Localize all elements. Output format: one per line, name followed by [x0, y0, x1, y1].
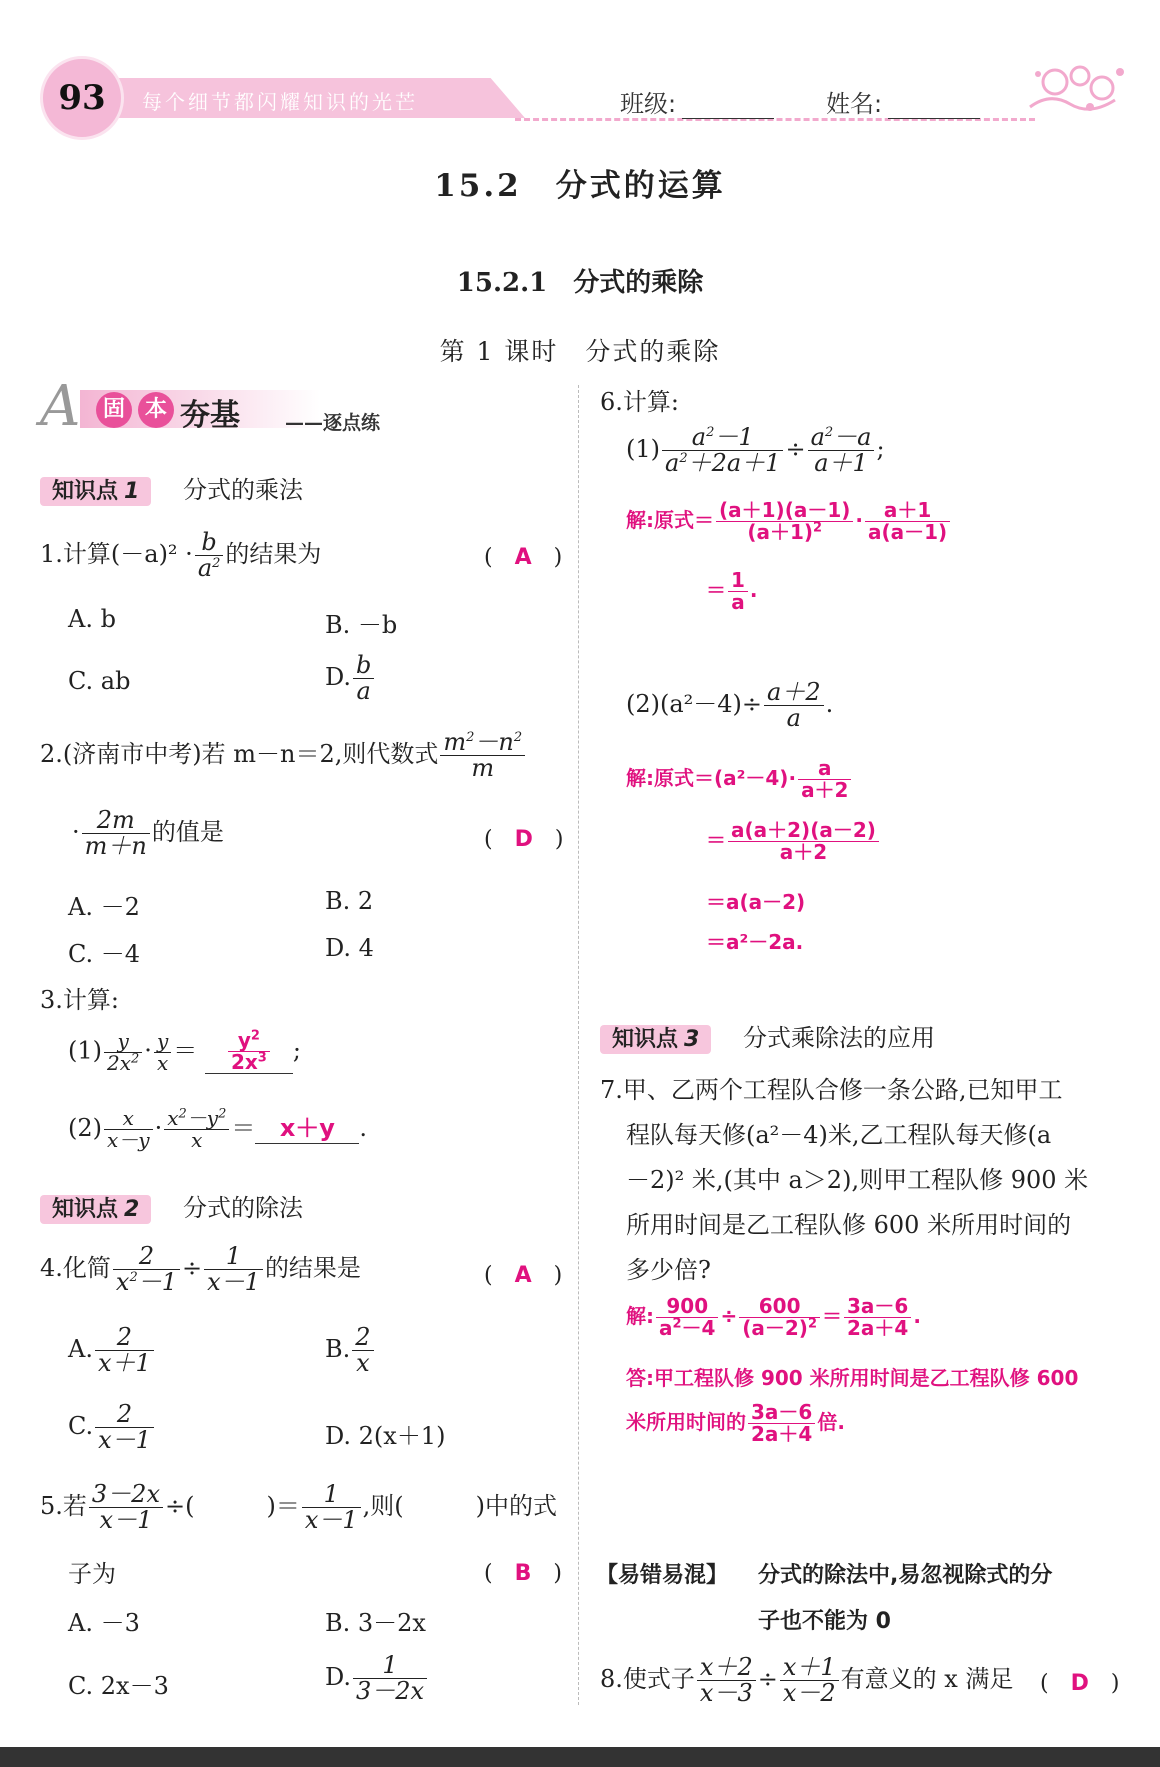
- q5-answer-bracket: ( B ): [484, 1561, 562, 1586]
- q7-solution: 解: $\frac{900}{a^2-4}$ ÷ $\frac{600}{(a-2)^2}$ ＝ $\frac{3a-6}{2a+4}$ .: [626, 1294, 921, 1340]
- question-2-line2: · $\frac{2m}{m+n}$ 的值是: [72, 806, 224, 861]
- q8-answer: D: [1070, 1671, 1089, 1696]
- section-a-rest: 夯基: [180, 398, 240, 433]
- class-field: [620, 84, 774, 119]
- q6-part2-step4: ＝a²－2a.: [706, 930, 804, 954]
- lesson-title: 第 1 课时 分式的乘除: [439, 337, 721, 366]
- q4-option-b: B. $\frac{2}{x}$: [325, 1325, 376, 1376]
- q3-part2-answer[interactable]: x＋y: [255, 1108, 359, 1144]
- tip-label: 【易错易混】: [596, 1563, 729, 1588]
- question-1: [40, 530, 321, 581]
- q1-suffix: 的结果为: [225, 540, 322, 569]
- q6-part1: (1) $\frac{a^2-1}{a^2+2a+1}$ ÷ $\frac{a^2-a}{a+1}$ ;: [626, 423, 885, 478]
- q7-line-2: 程队每天修(a²－4)米,乙工程队每天修(a: [626, 1121, 1052, 1149]
- knowledge-point-1: [40, 470, 303, 505]
- q7-answer-line1: 答:甲工程队修 900 米所用时间是乙工程队修 600: [626, 1366, 1079, 1390]
- circle-gu: 固: [96, 392, 132, 428]
- q1-stem: 1.计算(－a)² ·: [40, 540, 193, 569]
- q4-answer-bracket: ( A ): [484, 1263, 563, 1288]
- q4-option-d: D. 2(x＋1): [325, 1422, 446, 1450]
- q4-option-c: C. $\frac{2}{x-1}$: [68, 1402, 156, 1453]
- q2-stem: 2.(济南市中考)若 m－n＝2,则代数式: [40, 740, 439, 769]
- section-a-banner: [40, 374, 405, 440]
- q2-fraction-1: $\frac{m^2-n^2}{m}$: [440, 730, 525, 781]
- kp2-title: 分式的除法: [182, 1194, 303, 1222]
- q6-part1-result: ＝ $\frac{1}{a}$ .: [706, 568, 758, 614]
- kp3-title: 分式乘除法的应用: [742, 1024, 935, 1052]
- q2-option-c: C. －4: [68, 940, 141, 968]
- q2-option-a: A. －2: [68, 893, 140, 921]
- q7-answer-line2: 米所用时间的 $\frac{3a-6}{2a+4}$ 倍.: [626, 1400, 845, 1446]
- q6-part2-step3: ＝a(a－2): [706, 890, 806, 914]
- subsection-title: 15.2.1 分式的乘除: [456, 268, 704, 298]
- q6-part2: (2)(a²－4)÷ $\frac{a+2}{a}$ .: [626, 678, 834, 733]
- name-blank[interactable]: [888, 96, 980, 119]
- knowledge-point-2: [40, 1188, 303, 1223]
- q6-part2-solution: 解:原式＝(a²－4)· $\frac{a}{a+2}$: [626, 758, 853, 801]
- kp1-badge: 知识点 1: [40, 477, 151, 506]
- q5-option-c: C. 2x－3: [68, 1672, 169, 1700]
- column-divider: [578, 385, 579, 1705]
- q2-answer-bracket: ( D ): [484, 827, 564, 852]
- question-7: [600, 1068, 1120, 1293]
- question-4: 4.化简 $\frac{2}{x^2-1}$ ÷ $\frac{1}{x-1}$ 的结果是: [40, 1242, 361, 1297]
- q5-option-b: B. 3－2x: [325, 1609, 426, 1637]
- q1-option-d: D. $\frac{b}{a}$: [325, 653, 376, 704]
- slogan: 每个细节都闪耀知识的光芒: [142, 90, 418, 114]
- q6-part2-step2: ＝ $\frac{a(a+2)(a-2)}{a+2}$: [706, 820, 881, 863]
- page-number: 93: [58, 78, 106, 118]
- section-title: 15.2 分式的运算: [434, 168, 726, 204]
- q3-part2: (2) $\frac{x}{x-y}$ · $\frac{x^2-y^2}{x}$ ＝ x＋y .: [68, 1106, 368, 1152]
- q5-answer: B: [514, 1561, 532, 1586]
- q6-stem: 6.计算:: [600, 388, 679, 416]
- q3-part1-blank[interactable]: $\frac{y^2}{2x^3}$: [205, 1030, 293, 1074]
- tip-line-2: 子也不能为 0: [758, 1609, 891, 1634]
- question-2: [40, 730, 527, 781]
- q3-stem: 3.计算:: [40, 986, 119, 1014]
- q2-option-b: B. 2: [325, 887, 374, 915]
- q7-line-3: －2)² 米,(其中 a＞2),则甲工程队修 900 米: [626, 1166, 1089, 1194]
- q1-option-a: A. b: [68, 605, 116, 633]
- q2-fraction-2: $\frac{2m}{m+n}$: [82, 808, 150, 859]
- circle-ben: 本: [138, 392, 174, 428]
- knowledge-point-3: [600, 1018, 935, 1053]
- q2-answer: D: [514, 827, 533, 852]
- q1-answer-bracket: ( A ): [484, 545, 563, 570]
- q2-option-d: D. 4: [325, 934, 374, 962]
- name-field: [826, 84, 980, 119]
- kp1-title: 分式的乘法: [182, 476, 303, 504]
- q5-line2: 子为: [68, 1560, 116, 1588]
- name-label: 姓名:: [826, 90, 883, 118]
- section-letter: A: [40, 374, 81, 439]
- question-8: 8.使式子 $\frac{x+2}{x-3}$ ÷ $\frac{x+1}{x-2}$ 有意义的 x 满足: [600, 1653, 1014, 1708]
- q1-option-c: C. ab: [68, 667, 131, 695]
- class-blank[interactable]: [682, 96, 774, 119]
- section-a-suffix: ——逐点练: [285, 412, 381, 434]
- q4-answer: A: [514, 1263, 532, 1288]
- q1-option-b: B. －b: [325, 611, 398, 639]
- q7-line-1: 7.甲、乙两个工程队合修一条公路,已知甲工: [600, 1076, 1063, 1104]
- kp2-badge: 知识点 2: [40, 1195, 151, 1224]
- q4-option-a: A. $\frac{2}{x+1}$: [68, 1325, 156, 1376]
- q7-line-4: 所用时间是乙工程队修 600 米所用时间的: [626, 1211, 1072, 1239]
- bottom-bar: [0, 1747, 1160, 1767]
- tip-line-1: 分式的除法中,易忽视除式的分: [758, 1563, 1053, 1588]
- kp3-badge: 知识点 3: [600, 1025, 711, 1054]
- q5-option-d: D. $\frac{1}{3-2x}$: [325, 1653, 429, 1704]
- class-label: 班级:: [620, 90, 677, 118]
- q1-fraction: $\frac{b}{a^2}$: [195, 530, 224, 581]
- flower-ornament-icon: [1020, 52, 1130, 122]
- question-5: 5.若 $\frac{3-2x}{x-1}$ ÷( )＝ $\frac{1}{x-1}$ ,则( )中的式: [40, 1480, 557, 1535]
- q8-answer-bracket: ( D ): [1040, 1671, 1120, 1696]
- page-number-badge: [40, 56, 124, 140]
- q7-line-5: 多少倍?: [626, 1256, 711, 1284]
- q5-option-a: A. －3: [68, 1609, 140, 1637]
- q1-answer: A: [514, 545, 532, 570]
- q3-part1: (1) $\frac{y}{2x^2}$ · $\frac{y}{x}$ ＝ $\frac{y^2}{2x^3}$ ;: [68, 1028, 301, 1075]
- q6-part1-solution: 解:原式＝ $\frac{(a+1)(a-1)}{(a+1)^2}$ · $\frac{a+1}{a(a-1)}$: [626, 500, 952, 543]
